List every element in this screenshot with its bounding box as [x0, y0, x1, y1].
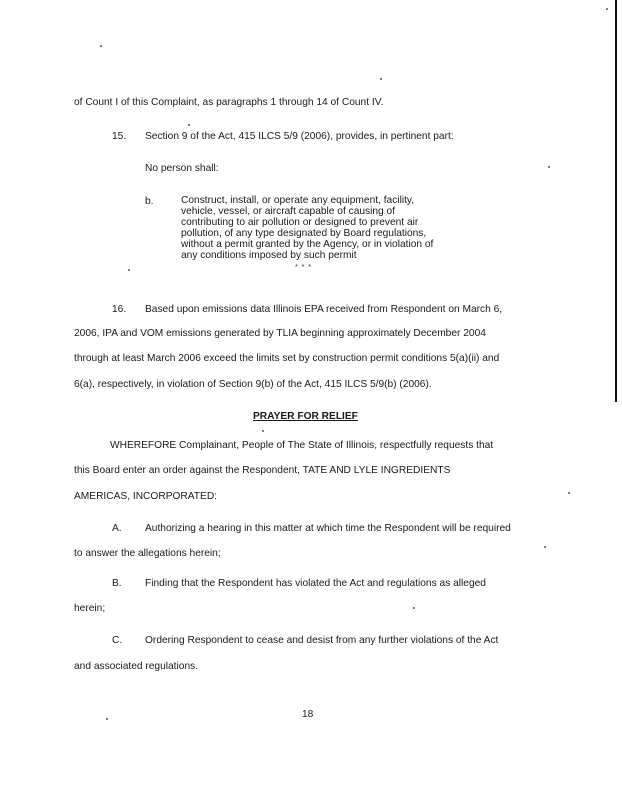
- quote-item-line: any conditions imposed by such permit: [181, 250, 357, 261]
- wherefore-line: WHEREFORE Complainant, People of The State of Illinois, respectfully requests that: [110, 440, 494, 451]
- quote-item-line: contributing to air pollution or designed to prevent air: [181, 217, 419, 228]
- scan-speck: [606, 8, 608, 10]
- relief-item-text: Finding that the Respondent has violated the Act and regulations as alleged: [145, 578, 486, 589]
- quote-item-line: Construct, install, or operate any equipment, facility,: [181, 195, 415, 206]
- wherefore-line: AMERICAS, INCORPORATED:: [74, 491, 218, 502]
- relief-item-continuation: to answer the allegations herein;: [74, 548, 221, 559]
- scan-speck: [262, 430, 264, 432]
- relief-item-letter: C.: [112, 635, 123, 646]
- prayer-heading: PRAYER FOR RELIEF: [253, 411, 358, 422]
- intro-line: of Count I of this Complaint, as paragraphs 1 through 14 of Count IV.: [74, 97, 384, 108]
- paragraph-16-line: 6(a), respectively, in violation of Section 9(b) of the Act, 415 ILCS 5/9(b) (2006).: [74, 379, 432, 390]
- paragraph-15-text: Section 9 of the Act, 415 ILCS 5/9 (2006), provides, in pertinent part:: [145, 131, 454, 142]
- scan-speck: [106, 718, 108, 720]
- scan-speck: [380, 78, 382, 80]
- scan-speck: [413, 607, 415, 609]
- relief-item-continuation: herein;: [74, 603, 106, 614]
- scan-speck: [100, 45, 102, 47]
- wherefore-line: this Board enter an order against the Respondent, TATE AND LYLE INGREDIENTS: [74, 465, 451, 476]
- page-number: 18: [302, 709, 314, 720]
- relief-item-text: Ordering Respondent to cease and desist from any further violations of the Act: [145, 635, 499, 646]
- paragraph-16-line: Based upon emissions data Illinois EPA received from Respondent on March 6,: [145, 304, 503, 315]
- scan-speck: [548, 166, 550, 168]
- scan-speck: [544, 546, 546, 548]
- paragraph-16-number: 16.: [112, 304, 127, 315]
- paragraph-16-line: 2006, IPA and VOM emissions generated by TLIA beginning approximately December 2004: [74, 328, 486, 339]
- paragraph-16-line: through at least March 2006 exceed the limits set by construction permit conditions 5(a)(ii) and: [74, 353, 500, 364]
- quote-item-letter: b.: [145, 196, 154, 207]
- scan-speck: [188, 124, 190, 126]
- relief-item-letter: B.: [112, 578, 122, 589]
- quote-lead: No person shall:: [145, 163, 219, 174]
- relief-item-continuation: and associated regulations.: [74, 661, 199, 672]
- scan-speck: [128, 269, 130, 271]
- quote-ellipsis: * * *: [295, 264, 313, 271]
- scan-speck: [568, 492, 570, 494]
- quote-item-line: pollution, of any type designated by Board regulations,: [181, 228, 427, 239]
- relief-item-letter: A.: [112, 523, 122, 534]
- relief-item-text: Authorizing a hearing in this matter at which time the Respondent will be required: [145, 523, 511, 534]
- paragraph-15-number: 15.: [112, 131, 127, 142]
- quote-item-line: vehicle, vessel, or aircraft capable of causing of: [181, 206, 396, 217]
- margin-rule: [615, 0, 617, 402]
- quote-item-line: without a permit granted by the Agency, or in violation of: [181, 239, 434, 250]
